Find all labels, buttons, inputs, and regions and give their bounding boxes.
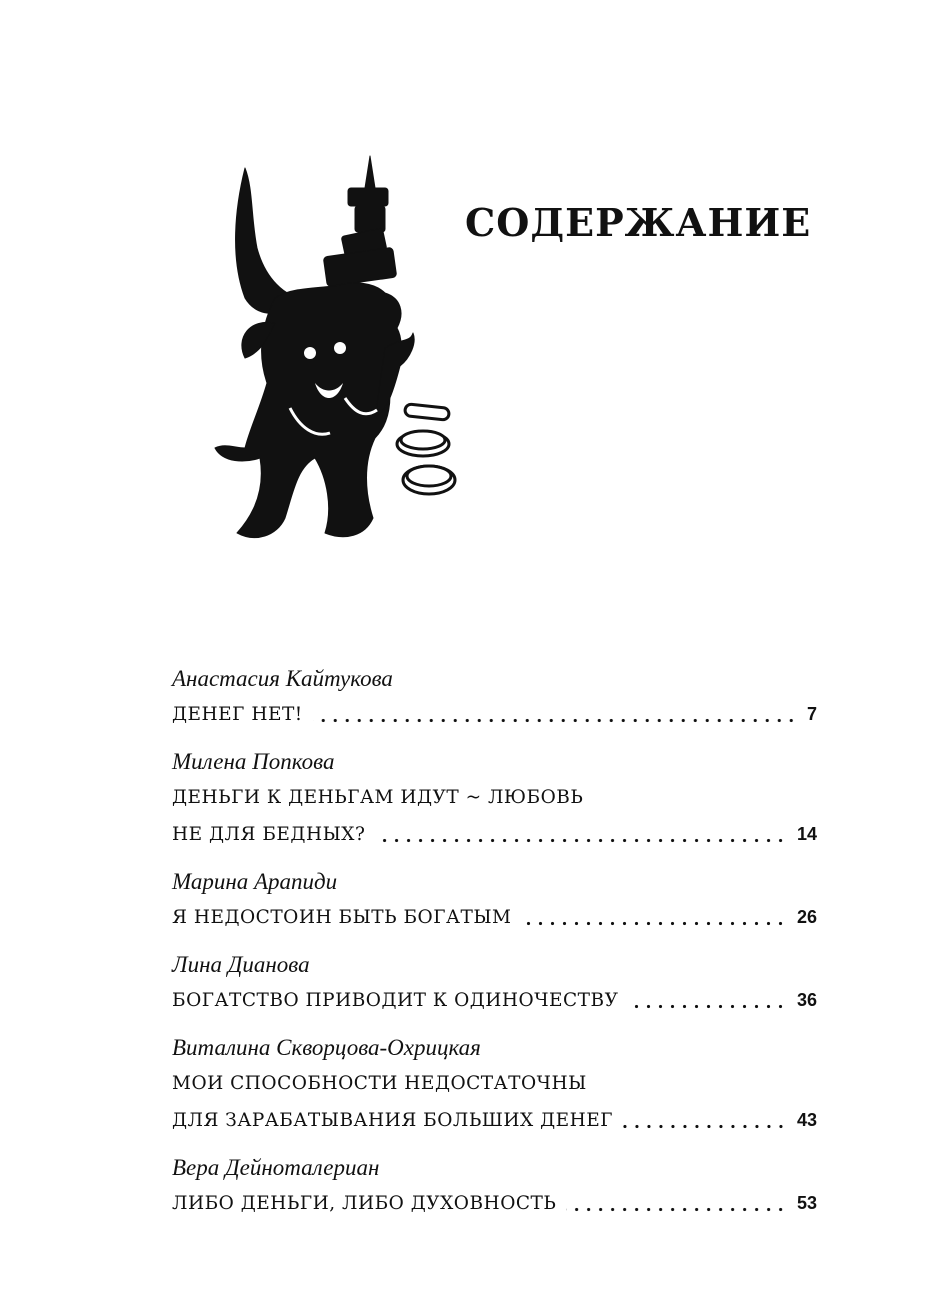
page-number: 36 bbox=[796, 990, 817, 1010]
entry-title: НЕ ДЛЯ БЕДНЫХ? bbox=[172, 824, 366, 845]
table-of-contents bbox=[172, 662, 817, 1234]
toc-entry bbox=[172, 1031, 817, 1139]
entry-author: Милена Попкова bbox=[172, 749, 335, 774]
entry-title-line[interactable] bbox=[172, 696, 817, 733]
page-number: 43 bbox=[796, 1110, 817, 1130]
dot-leader bbox=[566, 1207, 787, 1212]
dot-leader bbox=[623, 1124, 787, 1129]
toc-entry bbox=[172, 1151, 817, 1222]
page-number: 7 bbox=[806, 704, 817, 724]
entry-title: ДЛЯ ЗАРАБАТЫВАНИЯ БОЛЬШИХ ДЕНЕГ bbox=[172, 1110, 614, 1131]
entry-title-line[interactable] bbox=[172, 1065, 817, 1102]
entry-title-line[interactable] bbox=[172, 816, 817, 853]
toc-entry bbox=[172, 865, 817, 936]
entry-title: БОГАТСТВО ПРИВОДИТ К ОДИНОЧЕСТВУ bbox=[172, 990, 619, 1011]
entry-author: Виталина Скворцова-Охрицкая bbox=[172, 1035, 481, 1060]
horned-creature-illustration bbox=[205, 148, 470, 558]
entry-title: МОИ СПОСОБНОСТИ НЕДОСТАТОЧНЫ bbox=[172, 1073, 587, 1094]
entry-author: Анастасия Кайтукова bbox=[172, 666, 393, 691]
page-number: 53 bbox=[796, 1193, 817, 1213]
entry-title: Я НЕДОСТОИН БЫТЬ БОГАТЫМ bbox=[172, 907, 512, 928]
entry-title-line[interactable] bbox=[172, 982, 817, 1019]
entry-title: ДЕНЕГ НЕТ! bbox=[172, 704, 303, 725]
toc-entry bbox=[172, 948, 817, 1019]
entry-title-line[interactable] bbox=[172, 1102, 817, 1139]
entry-title: ЛИБО ДЕНЬГИ, ЛИБО ДУХОВНОСТЬ bbox=[172, 1193, 557, 1214]
dot-leader bbox=[375, 838, 787, 843]
entry-title-line[interactable] bbox=[172, 1185, 817, 1222]
page-number: 14 bbox=[796, 824, 817, 844]
contents-heading: СОДЕРЖАНИЕ bbox=[465, 200, 812, 245]
dot-leader bbox=[313, 718, 797, 723]
entry-title-line[interactable] bbox=[172, 899, 817, 936]
entry-author: Марина Арапиди bbox=[172, 869, 338, 894]
entry-title: ДЕНЬГИ К ДЕНЬГАМ ИДУТ ~ ЛЮБОВЬ bbox=[172, 787, 584, 808]
entry-title-line[interactable] bbox=[172, 779, 817, 816]
entry-author: Вера Дейноталериан bbox=[172, 1155, 380, 1180]
toc-entry bbox=[172, 662, 817, 733]
toc-entry bbox=[172, 745, 817, 853]
dot-leader bbox=[521, 921, 787, 926]
entry-author: Лина Дианова bbox=[172, 952, 310, 977]
page-number: 26 bbox=[796, 907, 817, 927]
dot-leader bbox=[628, 1004, 787, 1009]
